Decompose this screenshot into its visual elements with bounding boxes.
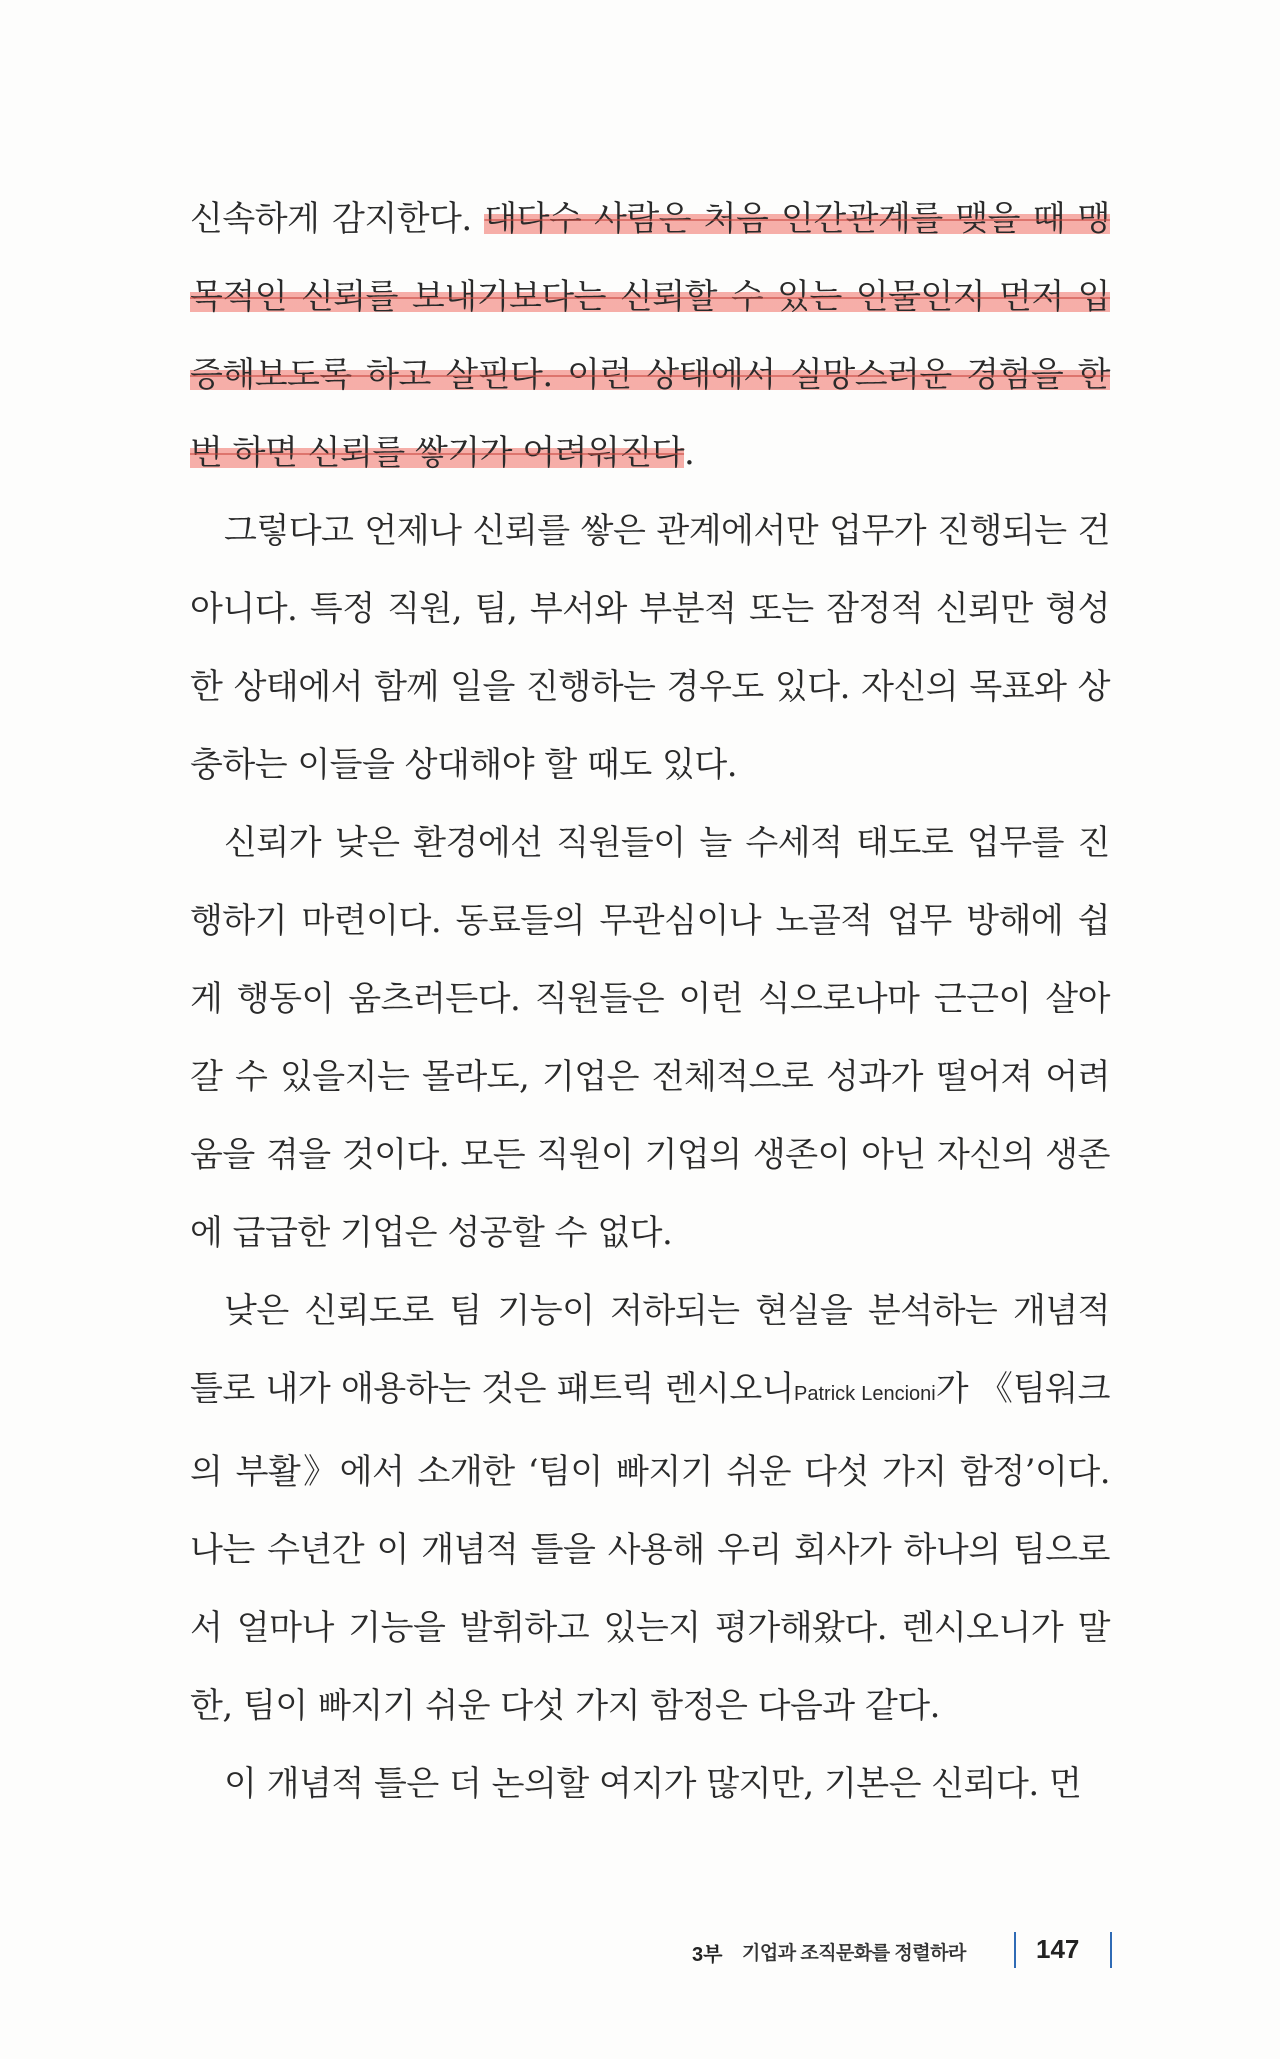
paragraph — [190, 804, 1110, 1272]
footer-chapter-title: 기업과 조직문화를 정렬하라 — [742, 1943, 966, 1964]
paragraph — [190, 492, 1110, 804]
highlighted-text: 대다수 사람은 처음 인간관계를 맺을 때 맹목적인 신뢰를 보내기보다는 신뢰할 수 있는 인물인지 먼저 입증해보도록 하고 살핀다. 이런 상태에서 실망스러운 경험을 한 번 하면 신뢰를 쌓기가 어려워진다 — [190, 199, 1110, 473]
text-segment: 신뢰가 낮은 환경에선 직원들이 늘 수세적 태도로 업무를 진행하기 마련이다. 동료들의 무관심이나 노골적 업무 방해에 쉽게 행동이 움츠러든다. 직원들은 이런 식으로나마 근근이 살아갈 수 있을지는 몰라도, 기업은 전체적으로 성과가 떨어져 어려움을 겪을 것이다. 모든 직원이 기업의 생존이 아닌 자신의 생존에 급급한 기업은 성공할 수 없다. — [190, 823, 1110, 1253]
page-footer — [0, 1930, 1280, 1970]
page-number: 147 — [1036, 1934, 1080, 1964]
text-segment: 그렇다고 언제나 신뢰를 쌓은 관계에서만 업무가 진행되는 건 아니다. 특정 직원, 팀, 부서와 부분적 또는 잠정적 신뢰만 형성한 상태에서 함께 일을 진행하는 경우도 있다. 자신의 목표와 상충하는 이들을 상대해야 할 때도 있다. — [190, 511, 1110, 785]
text-segment: 낮은 신뢰도로 팀 기능이 저하되는 현실을 분석하는 개념적 틀로 내가 애용하는 것은 패트릭 렌시오니 — [190, 1291, 1110, 1409]
paragraph — [190, 1272, 1110, 1745]
footer-divider-left — [1014, 1932, 1016, 1968]
footer-divider-right — [1110, 1932, 1112, 1968]
paragraph — [190, 180, 1110, 492]
latin-name: Patrick Lencioni — [794, 1383, 936, 1405]
body-text — [190, 180, 1110, 1823]
footer-part-label: 3부 — [692, 1944, 723, 1966]
text-segment: 이 개념적 틀은 더 논의할 여지가 많지만, 기본은 신뢰다. 먼 — [224, 1764, 1082, 1804]
paragraph — [190, 1745, 1110, 1823]
text-segment: 신속하게 감지한다. — [190, 199, 485, 239]
text-segment: 가 《팀워크의 부활》에서 소개한 ‘팀이 빠지기 쉬운 다섯 가지 함정’이다. 나는 수년간 이 개념적 틀을 사용해 우리 회사가 하나의 팀으로서 얼마나 기능을 발휘하고 있는지 평가해왔다. 렌시오니가 말한, 팀이 빠지기 쉬운 다섯 가지 함정은 다음과 같다. — [190, 1369, 1110, 1726]
text-segment: . — [684, 433, 695, 473]
